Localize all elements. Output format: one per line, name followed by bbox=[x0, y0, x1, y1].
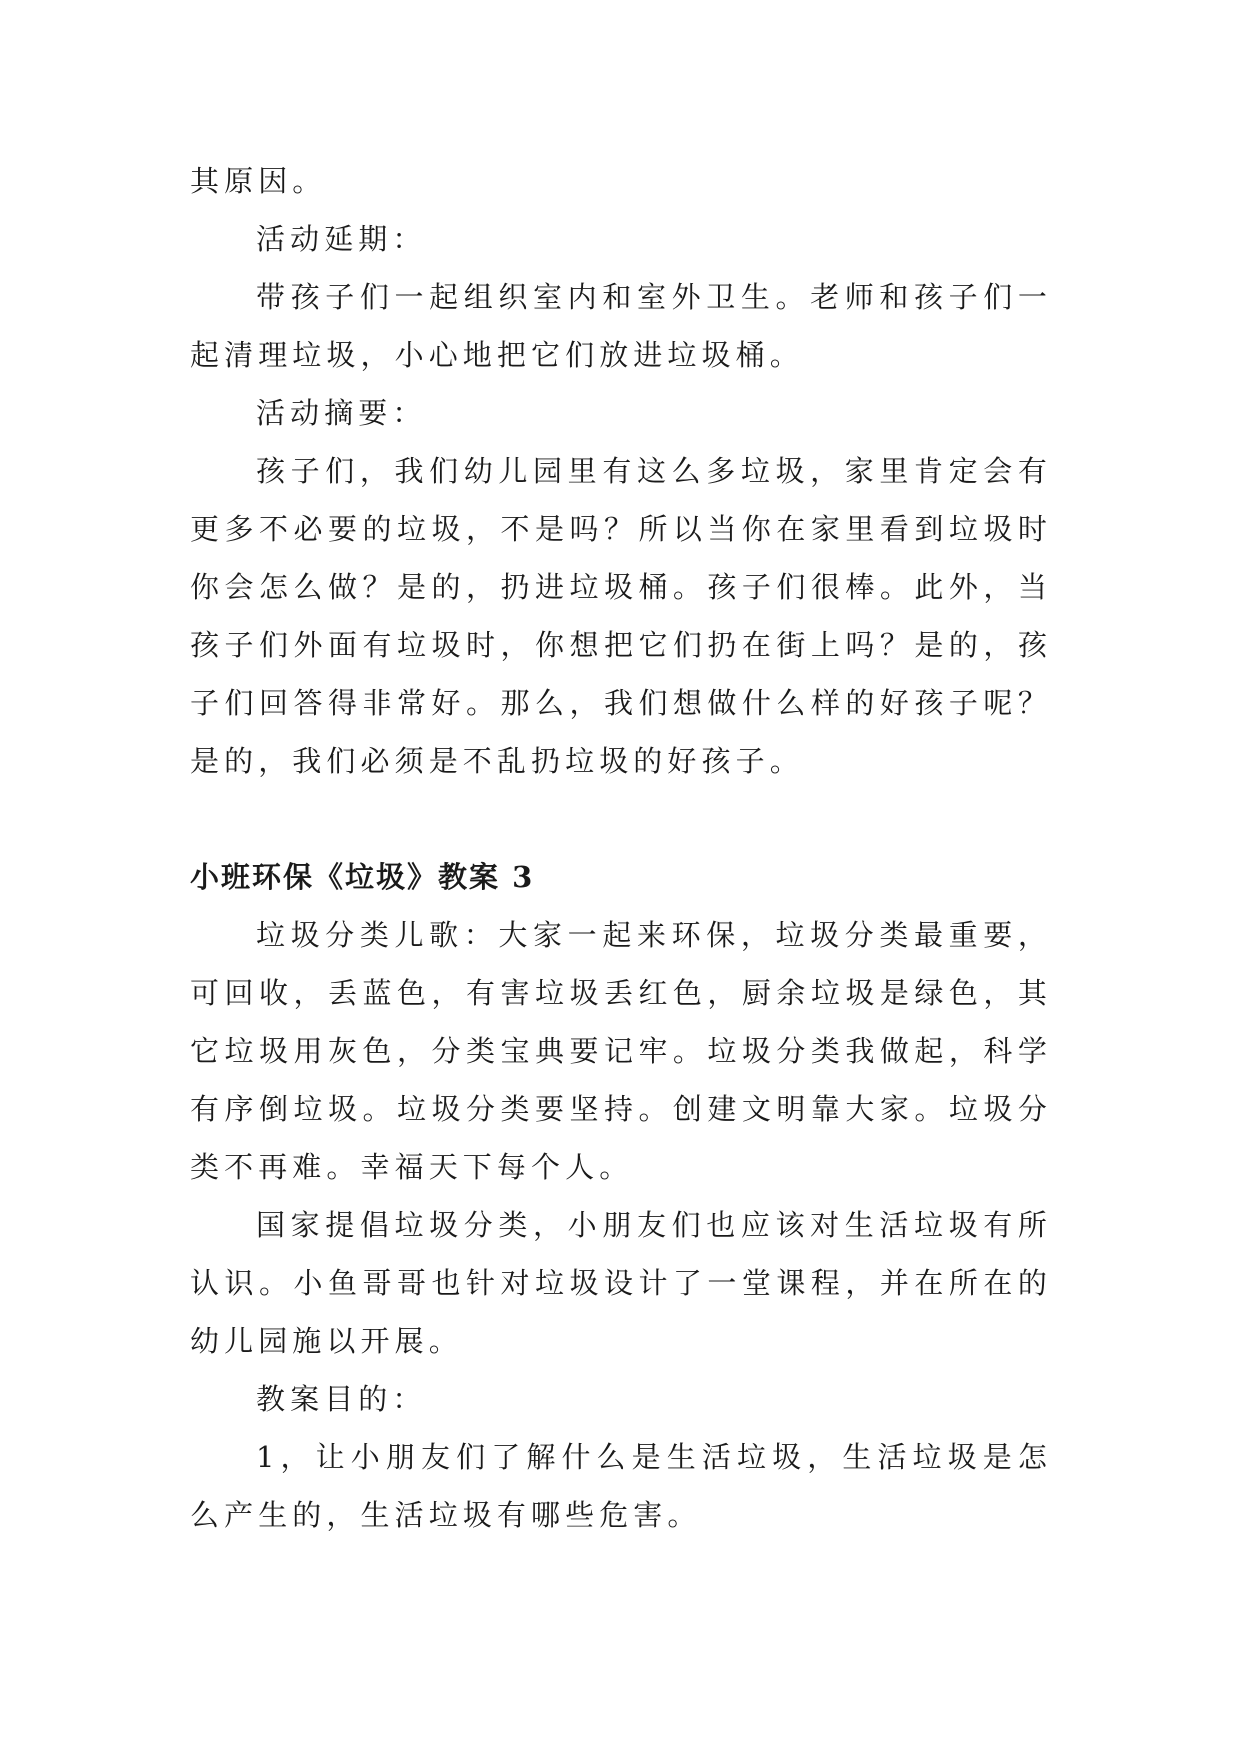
activity-summary-body: 孩子们，我们幼儿园里有这么多垃圾，家里肯定会有更多不必要的垃圾，不是吗？所以当你在家里看到垃圾时你会怎么做？是的，扔进垃圾桶。孩子们很棒。此外，当孩子们外面有垃圾时，你想把它们扔在街上吗？是的，孩子们回答得非常好。那么，我们想做什么样的好孩子呢？是的，我们必须是不乱扔垃圾的好孩子。 bbox=[190, 454, 1052, 778]
para-reason-tail: 其原因。 bbox=[190, 164, 327, 198]
section-title: 小班环保《垃圾》教案 3 bbox=[190, 860, 535, 894]
activity-extension-body: 带孩子们一起组织室内和室外卫生。老师和孩子们一起清理垃圾，小心地把它们放进垃圾桶。 bbox=[190, 280, 1052, 372]
document-body bbox=[190, 152, 1052, 1544]
lesson-goal-label: 教案目的： bbox=[256, 1382, 427, 1416]
intro-paragraph: 国家提倡垃圾分类，小朋友们也应该对生活垃圾有所认识。小鱼哥哥也针对垃圾设计了一堂课程，并在所在的幼儿园施以开展。 bbox=[190, 1208, 1052, 1358]
lesson-goal-1: 1，让小朋友们了解什么是生活垃圾，生活垃圾是怎么产生的，生活垃圾有哪些危害。 bbox=[190, 1440, 1052, 1532]
activity-extension-label: 活动延期： bbox=[256, 222, 427, 256]
activity-summary-label: 活动摘要： bbox=[256, 396, 427, 430]
sorting-song: 垃圾分类儿歌：大家一起来环保，垃圾分类最重要，可回收，丢蓝色，有害垃圾丢红色，厨余垃圾是绿色，其它垃圾用灰色，分类宝典要记牢。垃圾分类我做起，科学有序倒垃圾。垃圾分类要坚持。创建文明靠大家。垃圾分类不再难。幸福天下每个人。 bbox=[190, 918, 1052, 1184]
